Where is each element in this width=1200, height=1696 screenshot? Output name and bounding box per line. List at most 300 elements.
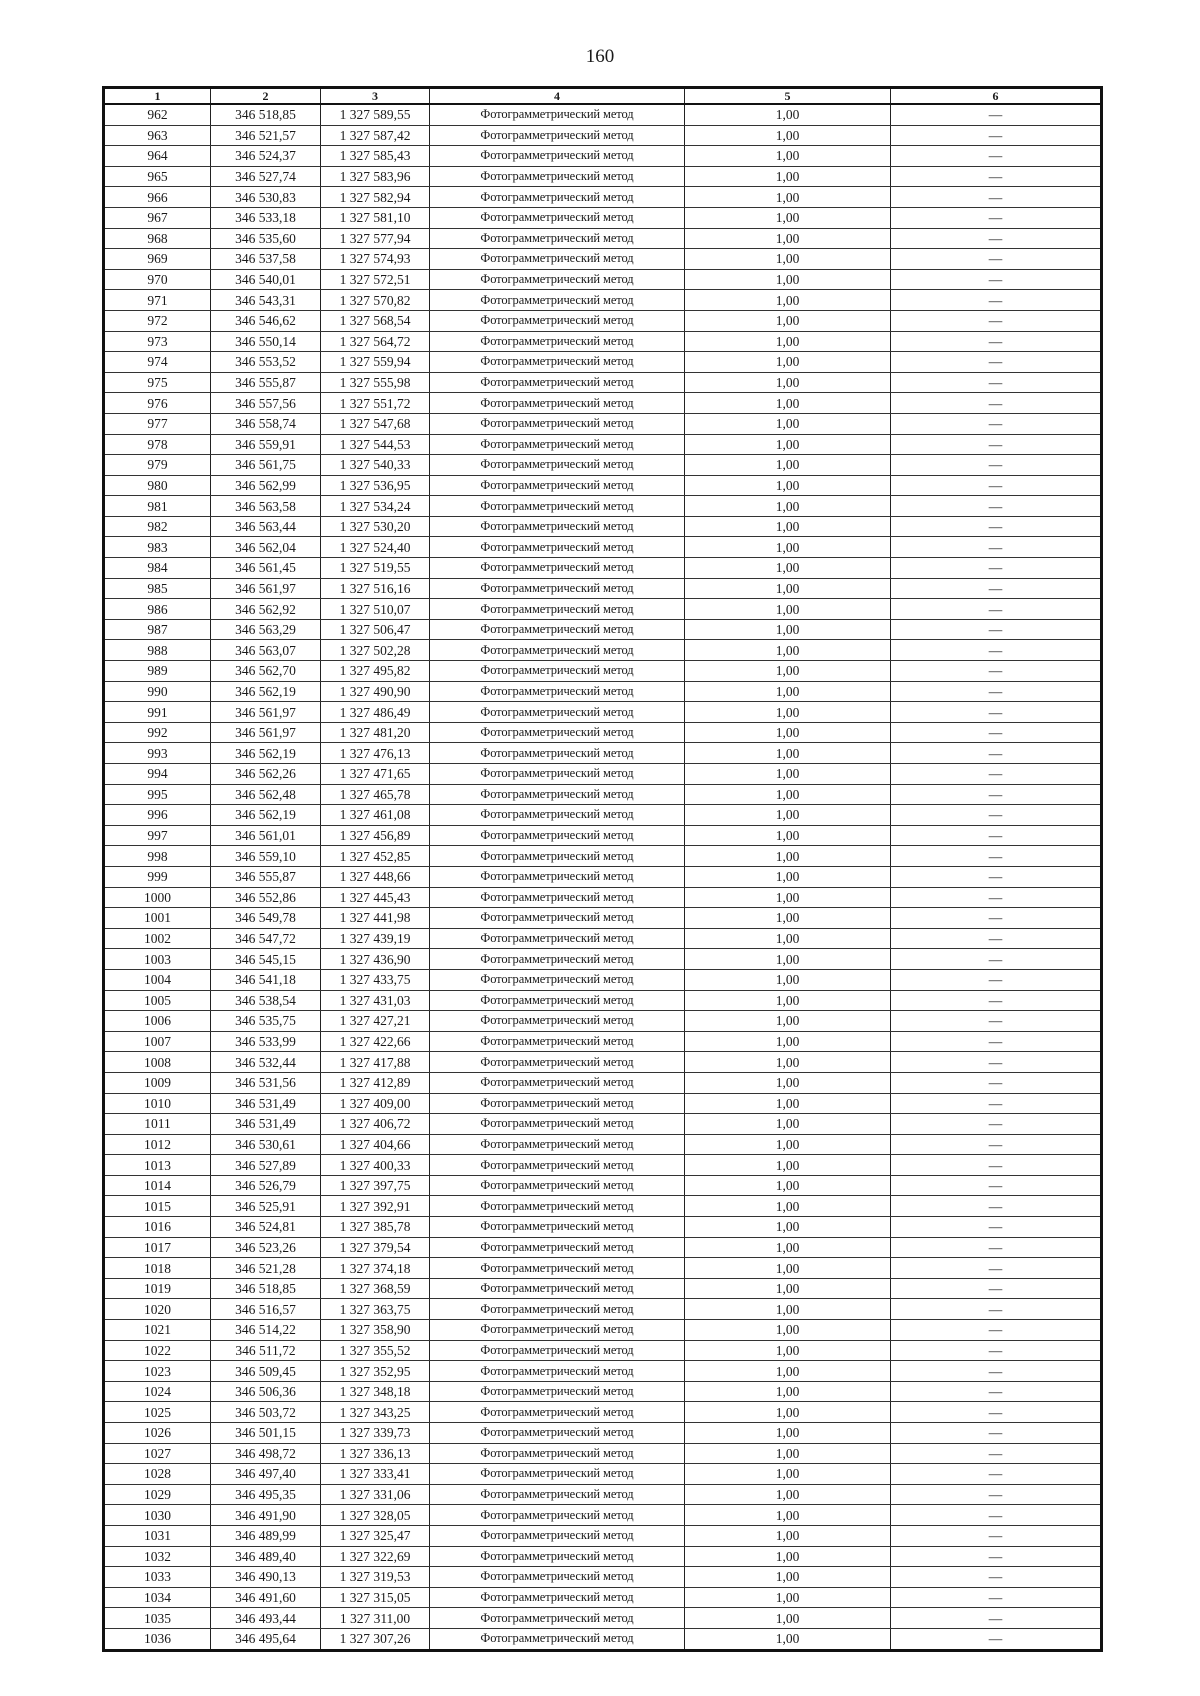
point-number-cell: 979 — [104, 455, 211, 476]
accuracy-cell: 1,00 — [685, 537, 891, 558]
point-number-cell: 1022 — [104, 1340, 211, 1361]
point-number-cell: 970 — [104, 269, 211, 290]
table-row — [104, 784, 1102, 805]
point-number-cell: 1030 — [104, 1505, 211, 1526]
x-coordinate-cell: 346 562,70 — [211, 661, 321, 682]
note-cell: — — [891, 949, 1102, 970]
method-cell: Фотограмметрический метод — [430, 104, 685, 125]
accuracy-cell: 1,00 — [685, 969, 891, 990]
x-coordinate-cell: 346 531,49 — [211, 1093, 321, 1114]
note-cell: — — [891, 331, 1102, 352]
method-cell: Фотограмметрический метод — [430, 166, 685, 187]
accuracy-cell: 1,00 — [685, 990, 891, 1011]
method-cell: Фотограмметрический метод — [430, 990, 685, 1011]
table-row — [104, 969, 1102, 990]
accuracy-cell: 1,00 — [685, 1258, 891, 1279]
method-cell: Фотограмметрический метод — [430, 1464, 685, 1485]
note-cell: — — [891, 1114, 1102, 1135]
table-row — [104, 1505, 1102, 1526]
table-row — [104, 990, 1102, 1011]
method-cell: Фотограмметрический метод — [430, 1258, 685, 1279]
table-row — [104, 1587, 1102, 1608]
note-cell: — — [891, 413, 1102, 434]
table-row — [104, 1237, 1102, 1258]
method-cell: Фотограмметрический метод — [430, 146, 685, 167]
table-row — [104, 1381, 1102, 1402]
point-number-cell: 1005 — [104, 990, 211, 1011]
note-cell: — — [891, 1464, 1102, 1485]
method-cell: Фотограмметрический метод — [430, 1072, 685, 1093]
y-coordinate-cell: 1 327 333,41 — [321, 1464, 430, 1485]
x-coordinate-cell: 346 524,37 — [211, 146, 321, 167]
method-cell: Фотограмметрический метод — [430, 352, 685, 373]
method-cell: Фотограмметрический метод — [430, 1134, 685, 1155]
x-coordinate-cell: 346 561,75 — [211, 455, 321, 476]
column-header: 3 — [321, 88, 430, 105]
y-coordinate-cell: 1 327 404,66 — [321, 1134, 430, 1155]
y-coordinate-cell: 1 327 427,21 — [321, 1011, 430, 1032]
y-coordinate-cell: 1 327 502,28 — [321, 640, 430, 661]
accuracy-cell: 1,00 — [685, 784, 891, 805]
y-coordinate-cell: 1 327 441,98 — [321, 908, 430, 929]
table-row — [104, 1340, 1102, 1361]
x-coordinate-cell: 346 550,14 — [211, 331, 321, 352]
x-coordinate-cell: 346 555,87 — [211, 372, 321, 393]
table-row — [104, 1402, 1102, 1423]
x-coordinate-cell: 346 562,99 — [211, 475, 321, 496]
table-row — [104, 805, 1102, 826]
note-cell: — — [891, 969, 1102, 990]
x-coordinate-cell: 346 562,26 — [211, 764, 321, 785]
method-cell: Фотограмметрический метод — [430, 1361, 685, 1382]
table-row — [104, 496, 1102, 517]
y-coordinate-cell: 1 327 577,94 — [321, 228, 430, 249]
table-row — [104, 1567, 1102, 1588]
method-cell: Фотограмметрический метод — [430, 331, 685, 352]
y-coordinate-cell: 1 327 315,05 — [321, 1587, 430, 1608]
x-coordinate-cell: 346 561,97 — [211, 722, 321, 743]
method-cell: Фотограмметрический метод — [430, 1155, 685, 1176]
accuracy-cell: 1,00 — [685, 187, 891, 208]
x-coordinate-cell: 346 530,83 — [211, 187, 321, 208]
point-number-cell: 986 — [104, 599, 211, 620]
y-coordinate-cell: 1 327 343,25 — [321, 1402, 430, 1423]
x-coordinate-cell: 346 563,58 — [211, 496, 321, 517]
point-number-cell: 1013 — [104, 1155, 211, 1176]
table-row — [104, 1031, 1102, 1052]
note-cell: — — [891, 290, 1102, 311]
x-coordinate-cell: 346 563,44 — [211, 516, 321, 537]
y-coordinate-cell: 1 327 439,19 — [321, 928, 430, 949]
method-cell: Фотограмметрический метод — [430, 599, 685, 620]
accuracy-cell: 1,00 — [685, 1340, 891, 1361]
y-coordinate-cell: 1 327 506,47 — [321, 619, 430, 640]
x-coordinate-cell: 346 531,49 — [211, 1114, 321, 1135]
accuracy-cell: 1,00 — [685, 1402, 891, 1423]
method-cell: Фотограмметрический метод — [430, 1484, 685, 1505]
note-cell: — — [891, 619, 1102, 640]
x-coordinate-cell: 346 531,56 — [211, 1072, 321, 1093]
accuracy-cell: 1,00 — [685, 805, 891, 826]
note-cell: — — [891, 352, 1102, 373]
y-coordinate-cell: 1 327 433,75 — [321, 969, 430, 990]
x-coordinate-cell: 346 514,22 — [211, 1320, 321, 1341]
note-cell: — — [891, 599, 1102, 620]
y-coordinate-cell: 1 327 311,00 — [321, 1608, 430, 1629]
note-cell: — — [891, 393, 1102, 414]
method-cell: Фотограмметрический метод — [430, 1567, 685, 1588]
point-number-cell: 1015 — [104, 1196, 211, 1217]
y-coordinate-cell: 1 327 422,66 — [321, 1031, 430, 1052]
x-coordinate-cell: 346 498,72 — [211, 1443, 321, 1464]
y-coordinate-cell: 1 327 339,73 — [321, 1423, 430, 1444]
note-cell: — — [891, 846, 1102, 867]
table-row — [104, 455, 1102, 476]
method-cell: Фотограмметрический метод — [430, 1587, 685, 1608]
point-number-cell: 1025 — [104, 1402, 211, 1423]
accuracy-cell: 1,00 — [685, 475, 891, 496]
point-number-cell: 995 — [104, 784, 211, 805]
note-cell: — — [891, 516, 1102, 537]
y-coordinate-cell: 1 327 325,47 — [321, 1525, 430, 1546]
y-coordinate-cell: 1 327 559,94 — [321, 352, 430, 373]
method-cell: Фотограмметрический метод — [430, 537, 685, 558]
table-row — [104, 949, 1102, 970]
point-number-cell: 1027 — [104, 1443, 211, 1464]
accuracy-cell: 1,00 — [685, 1196, 891, 1217]
y-coordinate-cell: 1 327 363,75 — [321, 1299, 430, 1320]
note-cell: — — [891, 1484, 1102, 1505]
method-cell: Фотограмметрический метод — [430, 455, 685, 476]
note-cell: — — [891, 125, 1102, 146]
accuracy-cell: 1,00 — [685, 661, 891, 682]
x-coordinate-cell: 346 521,28 — [211, 1258, 321, 1279]
accuracy-cell: 1,00 — [685, 640, 891, 661]
page-number: 160 — [585, 46, 615, 67]
point-number-cell: 993 — [104, 743, 211, 764]
table-row — [104, 1134, 1102, 1155]
point-number-cell: 968 — [104, 228, 211, 249]
table-row — [104, 1258, 1102, 1279]
y-coordinate-cell: 1 327 524,40 — [321, 537, 430, 558]
point-number-cell: 966 — [104, 187, 211, 208]
note-cell: — — [891, 866, 1102, 887]
table-row — [104, 578, 1102, 599]
table-row — [104, 1464, 1102, 1485]
x-coordinate-cell: 346 509,45 — [211, 1361, 321, 1382]
note-cell: — — [891, 661, 1102, 682]
note-cell: — — [891, 805, 1102, 826]
table-row — [104, 269, 1102, 290]
table-row — [104, 1011, 1102, 1032]
table-row — [104, 187, 1102, 208]
note-cell: — — [891, 1320, 1102, 1341]
accuracy-cell: 1,00 — [685, 1299, 891, 1320]
x-coordinate-cell: 346 561,97 — [211, 702, 321, 723]
note-cell: — — [891, 496, 1102, 517]
method-cell: Фотограмметрический метод — [430, 846, 685, 867]
method-cell: Фотограмметрический метод — [430, 578, 685, 599]
note-cell: — — [891, 269, 1102, 290]
column-header: 6 — [891, 88, 1102, 105]
y-coordinate-cell: 1 327 555,98 — [321, 372, 430, 393]
note-cell: — — [891, 1278, 1102, 1299]
accuracy-cell: 1,00 — [685, 1114, 891, 1135]
x-coordinate-cell: 346 501,15 — [211, 1423, 321, 1444]
table-row — [104, 1423, 1102, 1444]
note-cell: — — [891, 784, 1102, 805]
point-number-cell: 1023 — [104, 1361, 211, 1382]
x-coordinate-cell: 346 538,54 — [211, 990, 321, 1011]
x-coordinate-cell: 346 535,60 — [211, 228, 321, 249]
note-cell: — — [891, 475, 1102, 496]
point-number-cell: 996 — [104, 805, 211, 826]
accuracy-cell: 1,00 — [685, 722, 891, 743]
x-coordinate-cell: 346 518,85 — [211, 104, 321, 125]
method-cell: Фотограмметрический метод — [430, 640, 685, 661]
y-coordinate-cell: 1 327 585,43 — [321, 146, 430, 167]
note-cell: — — [891, 1608, 1102, 1629]
table-row — [104, 352, 1102, 373]
table-row — [104, 558, 1102, 579]
y-coordinate-cell: 1 327 544,53 — [321, 434, 430, 455]
table-row — [104, 743, 1102, 764]
point-number-cell: 969 — [104, 249, 211, 270]
x-coordinate-cell: 346 535,75 — [211, 1011, 321, 1032]
point-number-cell: 1036 — [104, 1628, 211, 1650]
accuracy-cell: 1,00 — [685, 166, 891, 187]
point-number-cell: 1011 — [104, 1114, 211, 1135]
table-row — [104, 825, 1102, 846]
point-number-cell: 985 — [104, 578, 211, 599]
method-cell: Фотограмметрический метод — [430, 393, 685, 414]
accuracy-cell: 1,00 — [685, 413, 891, 434]
point-number-cell: 972 — [104, 310, 211, 331]
method-cell: Фотограмметрический метод — [430, 1608, 685, 1629]
table-row — [104, 1320, 1102, 1341]
point-number-cell: 1004 — [104, 969, 211, 990]
x-coordinate-cell: 346 511,72 — [211, 1340, 321, 1361]
accuracy-cell: 1,00 — [685, 1443, 891, 1464]
method-cell: Фотограмметрический метод — [430, 1402, 685, 1423]
note-cell: — — [891, 1628, 1102, 1650]
table-row — [104, 393, 1102, 414]
point-number-cell: 1000 — [104, 887, 211, 908]
point-number-cell: 1028 — [104, 1464, 211, 1485]
accuracy-cell: 1,00 — [685, 104, 891, 125]
y-coordinate-cell: 1 327 490,90 — [321, 681, 430, 702]
note-cell: — — [891, 1052, 1102, 1073]
x-coordinate-cell: 346 537,58 — [211, 249, 321, 270]
method-cell: Фотограмметрический метод — [430, 228, 685, 249]
x-coordinate-cell: 346 530,61 — [211, 1134, 321, 1155]
x-coordinate-cell: 346 558,74 — [211, 413, 321, 434]
accuracy-cell: 1,00 — [685, 1217, 891, 1238]
note-cell: — — [891, 764, 1102, 785]
x-coordinate-cell: 346 523,26 — [211, 1237, 321, 1258]
accuracy-cell: 1,00 — [685, 372, 891, 393]
x-coordinate-cell: 346 503,72 — [211, 1402, 321, 1423]
accuracy-cell: 1,00 — [685, 1278, 891, 1299]
table-row — [104, 661, 1102, 682]
accuracy-cell: 1,00 — [685, 1381, 891, 1402]
point-number-cell: 978 — [104, 434, 211, 455]
y-coordinate-cell: 1 327 448,66 — [321, 866, 430, 887]
accuracy-cell: 1,00 — [685, 516, 891, 537]
accuracy-cell: 1,00 — [685, 1320, 891, 1341]
table-row — [104, 1196, 1102, 1217]
point-number-cell: 1001 — [104, 908, 211, 929]
point-number-cell: 1003 — [104, 949, 211, 970]
y-coordinate-cell: 1 327 583,96 — [321, 166, 430, 187]
x-coordinate-cell: 346 527,74 — [211, 166, 321, 187]
table-row — [104, 475, 1102, 496]
table-header-row — [104, 88, 1102, 105]
table-row — [104, 1155, 1102, 1176]
y-coordinate-cell: 1 327 516,16 — [321, 578, 430, 599]
note-cell: — — [891, 187, 1102, 208]
table-row — [104, 599, 1102, 620]
y-coordinate-cell: 1 327 328,05 — [321, 1505, 430, 1526]
y-coordinate-cell: 1 327 471,65 — [321, 764, 430, 785]
table-row — [104, 1217, 1102, 1238]
accuracy-cell: 1,00 — [685, 908, 891, 929]
method-cell: Фотограмметрический метод — [430, 372, 685, 393]
point-number-cell: 1012 — [104, 1134, 211, 1155]
accuracy-cell: 1,00 — [685, 1237, 891, 1258]
x-coordinate-cell: 346 527,89 — [211, 1155, 321, 1176]
x-coordinate-cell: 346 540,01 — [211, 269, 321, 290]
point-number-cell: 991 — [104, 702, 211, 723]
y-coordinate-cell: 1 327 572,51 — [321, 269, 430, 290]
table-row — [104, 846, 1102, 867]
note-cell: — — [891, 1011, 1102, 1032]
point-number-cell: 1021 — [104, 1320, 211, 1341]
y-coordinate-cell: 1 327 465,78 — [321, 784, 430, 805]
x-coordinate-cell: 346 546,62 — [211, 310, 321, 331]
y-coordinate-cell: 1 327 331,06 — [321, 1484, 430, 1505]
accuracy-cell: 1,00 — [685, 1587, 891, 1608]
y-coordinate-cell: 1 327 587,42 — [321, 125, 430, 146]
column-header: 4 — [430, 88, 685, 105]
accuracy-cell: 1,00 — [685, 1525, 891, 1546]
method-cell: Фотограмметрический метод — [430, 434, 685, 455]
point-number-cell: 1009 — [104, 1072, 211, 1093]
accuracy-cell: 1,00 — [685, 434, 891, 455]
table-row — [104, 413, 1102, 434]
accuracy-cell: 1,00 — [685, 1608, 891, 1629]
table-row — [104, 125, 1102, 146]
accuracy-cell: 1,00 — [685, 743, 891, 764]
note-cell: — — [891, 1505, 1102, 1526]
x-coordinate-cell: 346 495,35 — [211, 1484, 321, 1505]
y-coordinate-cell: 1 327 476,13 — [321, 743, 430, 764]
y-coordinate-cell: 1 327 495,82 — [321, 661, 430, 682]
accuracy-cell: 1,00 — [685, 1175, 891, 1196]
note-cell: — — [891, 928, 1102, 949]
accuracy-cell: 1,00 — [685, 681, 891, 702]
method-cell: Фотограмметрический метод — [430, 125, 685, 146]
x-coordinate-cell: 346 506,36 — [211, 1381, 321, 1402]
table-body — [104, 104, 1102, 1650]
method-cell: Фотограмметрический метод — [430, 207, 685, 228]
method-cell: Фотограмметрический метод — [430, 1505, 685, 1526]
table-row — [104, 1443, 1102, 1464]
y-coordinate-cell: 1 327 551,72 — [321, 393, 430, 414]
coordinates-table — [102, 86, 1103, 1652]
note-cell: — — [891, 1423, 1102, 1444]
x-coordinate-cell: 346 521,57 — [211, 125, 321, 146]
point-number-cell: 994 — [104, 764, 211, 785]
point-number-cell: 975 — [104, 372, 211, 393]
note-cell: — — [891, 722, 1102, 743]
table-row — [104, 434, 1102, 455]
method-cell: Фотограмметрический метод — [430, 1320, 685, 1341]
accuracy-cell: 1,00 — [685, 866, 891, 887]
accuracy-cell: 1,00 — [685, 393, 891, 414]
accuracy-cell: 1,00 — [685, 825, 891, 846]
method-cell: Фотограмметрический метод — [430, 1196, 685, 1217]
x-coordinate-cell: 346 491,60 — [211, 1587, 321, 1608]
note-cell: — — [891, 908, 1102, 929]
method-cell: Фотограмметрический метод — [430, 269, 685, 290]
method-cell: Фотограмметрический метод — [430, 743, 685, 764]
method-cell: Фотограмметрический метод — [430, 413, 685, 434]
note-cell: — — [891, 1443, 1102, 1464]
y-coordinate-cell: 1 327 431,03 — [321, 990, 430, 1011]
note-cell: — — [891, 558, 1102, 579]
accuracy-cell: 1,00 — [685, 619, 891, 640]
accuracy-cell: 1,00 — [685, 599, 891, 620]
method-cell: Фотограмметрический метод — [430, 1443, 685, 1464]
method-cell: Фотограмметрический метод — [430, 928, 685, 949]
method-cell: Фотограмметрический метод — [430, 249, 685, 270]
note-cell: — — [891, 1175, 1102, 1196]
accuracy-cell: 1,00 — [685, 1505, 891, 1526]
table-row — [104, 866, 1102, 887]
y-coordinate-cell: 1 327 456,89 — [321, 825, 430, 846]
point-number-cell: 1006 — [104, 1011, 211, 1032]
point-number-cell: 977 — [104, 413, 211, 434]
method-cell: Фотограмметрический метод — [430, 475, 685, 496]
y-coordinate-cell: 1 327 392,91 — [321, 1196, 430, 1217]
y-coordinate-cell: 1 327 445,43 — [321, 887, 430, 908]
accuracy-cell: 1,00 — [685, 846, 891, 867]
accuracy-cell: 1,00 — [685, 1484, 891, 1505]
table-row — [104, 908, 1102, 929]
accuracy-cell: 1,00 — [685, 352, 891, 373]
note-cell: — — [891, 228, 1102, 249]
y-coordinate-cell: 1 327 322,69 — [321, 1546, 430, 1567]
note-cell: — — [891, 640, 1102, 661]
y-coordinate-cell: 1 327 574,93 — [321, 249, 430, 270]
y-coordinate-cell: 1 327 355,52 — [321, 1340, 430, 1361]
note-cell: — — [891, 743, 1102, 764]
y-coordinate-cell: 1 327 417,88 — [321, 1052, 430, 1073]
table-row — [104, 702, 1102, 723]
table-row — [104, 516, 1102, 537]
x-coordinate-cell: 346 555,87 — [211, 866, 321, 887]
y-coordinate-cell: 1 327 352,95 — [321, 1361, 430, 1382]
method-cell: Фотограмметрический метод — [430, 825, 685, 846]
point-number-cell: 1019 — [104, 1278, 211, 1299]
y-coordinate-cell: 1 327 581,10 — [321, 207, 430, 228]
y-coordinate-cell: 1 327 379,54 — [321, 1237, 430, 1258]
accuracy-cell: 1,00 — [685, 928, 891, 949]
x-coordinate-cell: 346 561,97 — [211, 578, 321, 599]
point-number-cell: 1032 — [104, 1546, 211, 1567]
note-cell: — — [891, 1258, 1102, 1279]
